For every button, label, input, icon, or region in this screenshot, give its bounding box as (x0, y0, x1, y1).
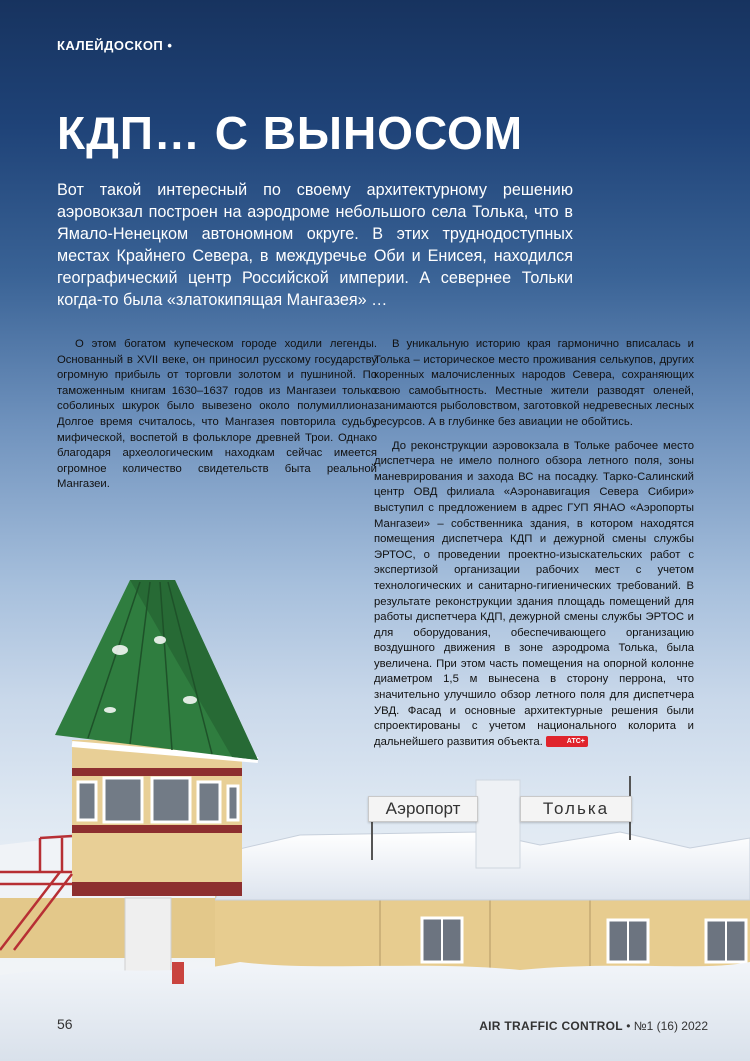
paragraph-text: До реконструкции аэровокзала в Тольке рабочее место диспетчера не имело полного обзора летного поля, зоны маневрирования и захода ВС на посадку. Тарко-Салинский центр ОВД филиала «Аэронавигация Севера Сибири» выступил с предложением в адрес ГУП ЯНАО «Аэропорты Мангазеи» – собственника здания, в котором находятся помещения диспетчера КДП и дежурной смены службы ЭРТОС, о проведении проектно-изыскательских работ с экспертизой организации рабочих мест с учетом технологических и санитарно-гигиенических требований. В результате реконструкции здания площадь помещений для работы диспетчера КДП, дежурной смены службы ЭРТОС и для оборудования, обеспечивающего организацию воздушного движения в зоне аэродрома Толька, была увеличена. При этом часть помещения на опорной колонне диаметром 1,5 м вынесена в сторону перрона, что значительно улучшило обзор летного поля для диспетчера УВД. Фасад и основные архитектурные решения были спроектированы с учетом национального колорита и дальнейшего развития объекта. (374, 439, 694, 748)
magazine-name: AIR TRAFFIC CONTROL (479, 1019, 623, 1033)
paragraph: В уникальную историю края гармонично вписалась и Толька – историческое место проживания селькупов, других коренных малочисленных народов Севера, сохраняющих свою самобытность. Местные жители разводят оленей, занимаются рыболовством, заготовкой недревесных лесных ресурсов. А в глубинке без авиации не обойтись. (374, 338, 694, 428)
issue-info: • №1 (16) 2022 (622, 1019, 708, 1033)
section-rubric: КАЛЕЙДОСКОП • (57, 38, 173, 53)
airport-sign-right: Толька (520, 796, 632, 822)
article-lead: Вот такой интересный по своему архитектурному решению аэровокзал построен на аэродроме небольшого села Толька, что в Ямало-Ненецком автономном округе. В этих труднодоступных местах Крайнего Севера, в междуречье Оби и Енисея, находился географический центр Российской империи. А севернее Тольки когда-то была «златокипящая Мангазея» … (57, 181, 573, 309)
terminal-building-wall (215, 895, 750, 975)
running-footer (479, 1019, 708, 1033)
tower-column (125, 898, 171, 978)
snow-ground (0, 962, 750, 1061)
paragraph: О этом богатом купеческом городе ходили легенды. Основанный в XVII веке, он приносил русскому государству огромную прибыль от торговли золотом и пушниной. По таможенным книгам 1630–1637 годов из Мангазеи только соболиных шкурок было вывезено около полумиллиона. Долгое время считалось, что Мангазея повторила судьбу мифической, воспетой в фольклоре древней Трои. Однако благодаря археологическим находкам сейчас имеется огромное количество свидетельств быта реальной Мангазеи. (57, 338, 377, 491)
text-column-left (57, 337, 377, 501)
page-number: 56 (57, 1016, 73, 1032)
article-title: КДП… С ВЫНОСОМ (57, 107, 524, 159)
sign-tower (476, 780, 520, 868)
airport-sign-left: Аэропорт (368, 796, 478, 822)
end-mark-badge: АТС+ (546, 736, 588, 747)
